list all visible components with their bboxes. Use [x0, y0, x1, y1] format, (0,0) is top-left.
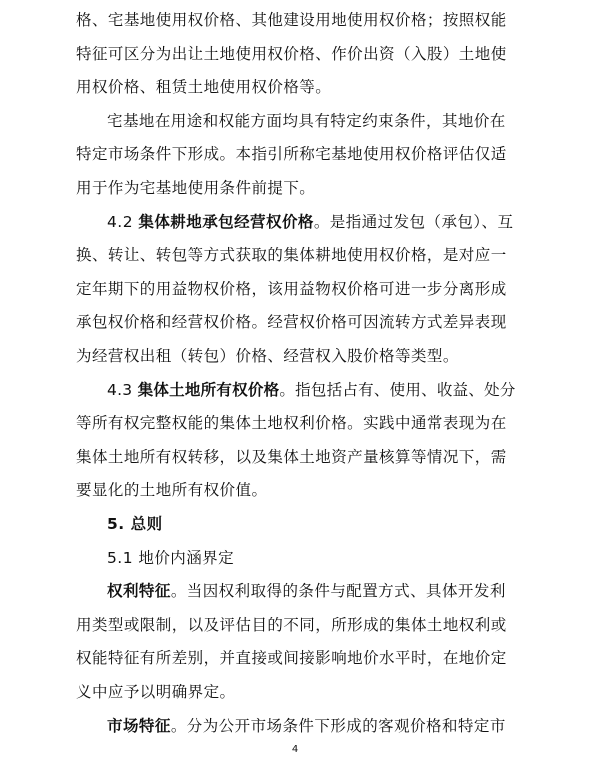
- body-text-line: 换、转让、转包等方式获取的集体耕地使用权价格，是对应一: [76, 246, 507, 264]
- section-number: 4.3: [107, 381, 138, 399]
- body-text-line: 用于作为宅基地使用条件前提下。: [76, 179, 316, 197]
- market-feature-first-line: [107, 716, 516, 736]
- body-text-line: 为经营权出租（转包）价格、经营权入股价格等类型。: [76, 347, 459, 365]
- section-5-heading: 5. 总则: [107, 515, 163, 533]
- body-text-line: 宅基地在用途和权能方面均具有特定约束条件，其地价在: [107, 112, 506, 130]
- body-text-line: 权能特征有所差别，并直接或间接影响地价水平时，在地价定: [76, 649, 507, 667]
- defined-term: 集体耕地承包经营权价格: [138, 212, 314, 231]
- page-number: 4: [291, 744, 299, 755]
- body-text-line: 特定市场条件下形成。本指引所称宅基地使用权价格评估仅适: [76, 145, 507, 163]
- section-5-1-heading: 5.1 地价内涵界定: [107, 549, 235, 567]
- body-text-line: 用类型或限制，以及评估目的不同，所形成的集体土地权利或: [76, 616, 507, 634]
- defined-term: 市场特征: [107, 717, 171, 735]
- section-4-3-first-line: [107, 380, 516, 400]
- body-text-line: 集体土地所有权转移，以及集体土地资产量核算等情况下，需: [76, 448, 507, 466]
- rights-feature-first-line: [107, 581, 516, 601]
- body-text-line: 义中应予以明确界定。: [76, 683, 236, 701]
- body-text-line: 用权价格、租赁土地使用权价格等。: [76, 78, 332, 96]
- section-4-2-first-line: [107, 212, 516, 232]
- body-text-line: 定年期下的用益物权价格，该用益物权价格可进一步分离形成: [76, 280, 507, 298]
- defined-term: 集体土地所有权价格: [137, 380, 280, 399]
- body-text-line: 特征可区分为出让土地使用权价格、作价出资（入股）土地使: [76, 45, 507, 63]
- body-text-line: 等所有权完整权能的集体土地权利价格。实践中通常表现为在: [76, 414, 507, 432]
- body-text-line: 承包权价格和经营权价格。经营权价格可因流转方式差异表现: [76, 313, 507, 331]
- defined-term: 权利特征: [107, 582, 171, 600]
- body-text: 。当因权利取得的条件与配置方式、具体开发利: [170, 582, 506, 600]
- body-text-line: 格、宅基地使用权价格、其他建设用地使用权价格；按照权能: [76, 11, 507, 29]
- body-text: 。指包括占有、使用、收益、处分: [279, 381, 516, 399]
- body-text-line: 要显化的土地所有权价值。: [76, 481, 268, 499]
- body-text: 。分为公开市场条件下形成的客观价格和特定市: [170, 717, 506, 735]
- section-number: 4.2: [107, 213, 139, 231]
- body-text: 。是指通过发包（承包）、互: [313, 213, 514, 231]
